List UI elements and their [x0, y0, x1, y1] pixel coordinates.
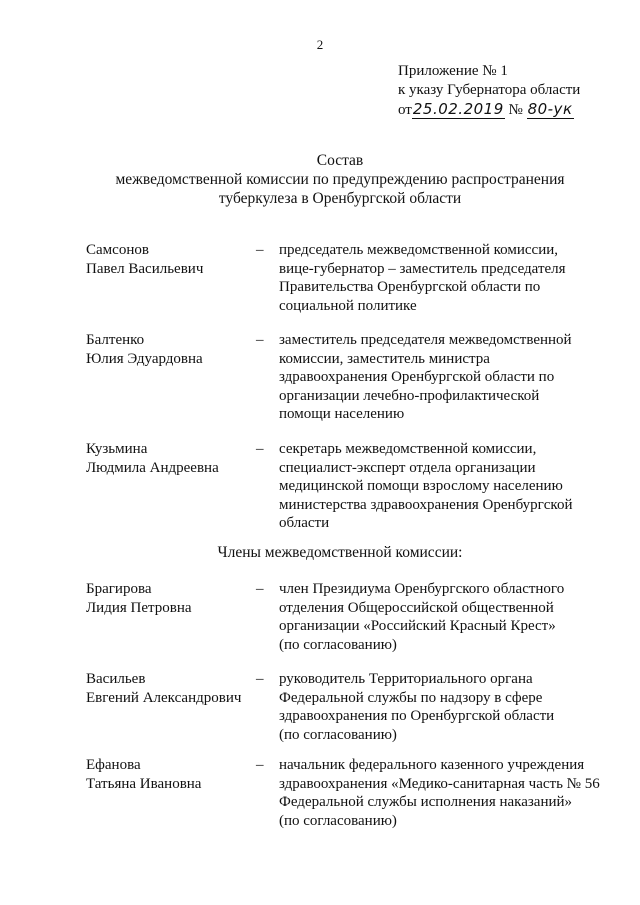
desc-line: специалист-эксперт отдела организации	[279, 459, 536, 476]
person-name	[86, 670, 256, 707]
dash: –	[256, 757, 264, 773]
given-names: Людмила Андреевна	[86, 459, 219, 476]
appendix-header	[398, 62, 580, 120]
desc-line: медицинской помощи взрослому населению	[279, 478, 563, 494]
surname: Ефанова	[86, 757, 141, 773]
desc-line: руководитель Территориального органа	[279, 671, 533, 687]
desc-line: Федеральной службы исполнения наказаний»	[279, 794, 573, 810]
position-description	[279, 756, 609, 830]
desc-line: (по согласованию)	[279, 812, 397, 829]
appendix-date-line	[398, 100, 580, 120]
desc-line: помощи населению	[279, 406, 405, 422]
person-name	[86, 331, 256, 368]
desc-line: организации «Российский Красный Крест»	[279, 618, 556, 634]
given-names: Татьяна Ивановна	[86, 775, 202, 792]
dash: –	[256, 441, 264, 457]
appendix-title: Приложение № 1	[398, 63, 508, 79]
given-names: Евгений Александрович	[86, 689, 242, 706]
desc-line: области	[279, 515, 330, 531]
dash: –	[256, 581, 264, 597]
desc-line: Правительства Оренбургской области по	[279, 279, 541, 295]
desc-line: (по согласованию)	[279, 726, 397, 743]
surname: Васильев	[86, 671, 146, 687]
dash: –	[256, 671, 264, 687]
desc-line: организации лечебно-профилактической	[279, 387, 540, 404]
surname: Кузьмина	[86, 441, 148, 457]
number-sign: №	[508, 102, 523, 118]
position-description	[279, 670, 609, 744]
surname: Брагирова	[86, 581, 152, 597]
desc-line: начальник федерального казенного учреждения	[279, 757, 585, 773]
desc-line: отделения Общероссийской общественной	[279, 599, 554, 616]
surname: Балтенко	[86, 332, 145, 348]
desc-line: здравоохранения по Оренбургской области	[279, 708, 555, 724]
position-description	[279, 580, 609, 654]
appendix-decree: к указу Губернатора области	[398, 82, 581, 98]
desc-line: заместитель председателя межведомственной	[279, 332, 572, 348]
date-prefix: от	[398, 102, 412, 118]
given-names: Павел Васильевич	[86, 260, 204, 277]
desc-line: секретарь межведомственной комиссии,	[279, 441, 537, 457]
given-names: Лидия Петровна	[86, 599, 192, 616]
position-description	[279, 440, 609, 533]
title-line-3: туберкулеза в Оренбургской области	[218, 190, 462, 207]
desc-line: Федеральной службы по надзору в сфере	[279, 689, 543, 706]
document-title	[0, 151, 640, 208]
page-number: 2	[316, 37, 324, 52]
position-description	[279, 241, 609, 315]
desc-line: комиссии, заместитель министра	[279, 350, 490, 367]
person-name	[86, 580, 256, 617]
person-name	[86, 241, 256, 278]
decree-number: 80-ук	[527, 100, 573, 118]
desc-line: (по согласованию)	[279, 636, 397, 653]
decree-date: 25.02.2019	[412, 100, 504, 118]
desc-line: здравоохранения «Медико-санитарная часть № 56	[279, 775, 600, 792]
desc-line: председатель межведомственной комиссии,	[279, 242, 558, 258]
person-name	[86, 440, 256, 477]
title-line-1: Состав	[316, 152, 364, 169]
person-name	[86, 756, 256, 793]
surname: Самсонов	[86, 242, 149, 258]
members-heading: Члены межведомственной комиссии:	[217, 544, 463, 561]
desc-line: член Президиума Оренбургского областного	[279, 581, 565, 597]
desc-line: социальной политике	[279, 297, 417, 314]
dash: –	[256, 332, 264, 348]
dash: –	[256, 242, 264, 258]
desc-line: министерства здравоохранения Оренбургской	[279, 496, 573, 513]
title-line-2: межведомственной комиссии по предупреждению распространения	[115, 171, 565, 188]
given-names: Юлия Эдуардовна	[86, 350, 203, 367]
desc-line: вице-губернатор – заместитель председателя	[279, 260, 566, 277]
desc-line: здравоохранения Оренбургской области по	[279, 369, 555, 385]
position-description	[279, 331, 609, 424]
